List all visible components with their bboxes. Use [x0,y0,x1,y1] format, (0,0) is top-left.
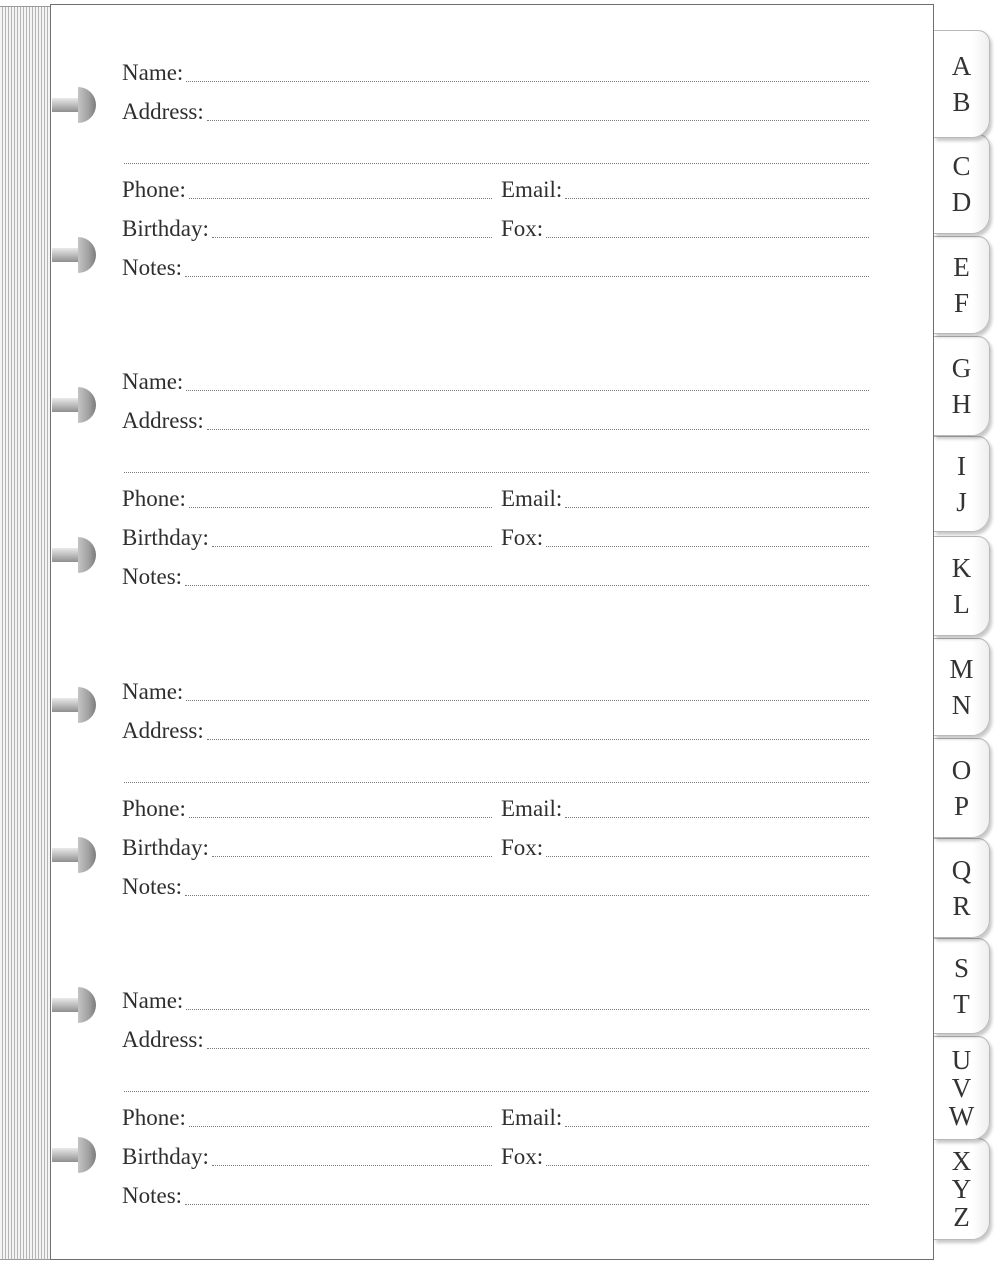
binder-ring-icon [52,534,100,576]
birthday-field-3-label: Birthday: [122,835,209,860]
name-field-2-label: Name: [122,369,184,394]
address-field-2[interactable] [122,403,869,433]
name-field-1-label: Name: [122,60,184,85]
email-field-4-line[interactable] [565,1126,869,1127]
email-field-2-line[interactable] [565,507,869,508]
address-field-1-line[interactable] [207,120,869,121]
tab-letter: K [951,553,972,583]
phone-field-3-line[interactable] [189,817,492,818]
tab-letter: J [956,487,967,517]
fox-field-1[interactable] [501,211,869,241]
email-field-4-label: Email: [501,1105,563,1130]
tab-mn[interactable] [934,638,990,736]
notes-field-1-label: Notes: [122,255,183,280]
tab-gh[interactable] [934,336,990,436]
birthday-field-1-line[interactable] [212,237,492,238]
email-field-1-line[interactable] [565,198,869,199]
fox-field-1-label: Fox: [501,216,544,241]
birthday-field-2[interactable] [122,520,492,550]
tab-letter: S [953,953,970,983]
email-field-3[interactable] [501,791,869,821]
fox-field-2[interactable] [501,520,869,550]
notes-field-4-line[interactable] [185,1204,869,1205]
phone-field-1-line[interactable] [189,198,492,199]
binder-ring-icon [52,234,100,276]
phone-field-2-label: Phone: [122,486,186,511]
address-field-4-line[interactable] [207,1048,869,1049]
email-field-1[interactable] [501,172,869,202]
address-field-4-label: Address: [122,1027,204,1052]
notes-field-2-line[interactable] [185,585,869,586]
notes-field-2[interactable] [122,559,869,589]
tab-letter: Z [953,1202,970,1232]
birthday-field-2-line[interactable] [212,546,492,547]
name-field-2[interactable] [122,364,869,394]
notes-field-1-line[interactable] [185,276,869,277]
tab-cd[interactable] [934,134,990,234]
address-field-3[interactable] [122,713,869,743]
phone-field-1-label: Phone: [122,177,186,202]
tab-letter: F [953,288,970,318]
notes-field-1[interactable] [122,250,869,280]
fox-field-4[interactable] [501,1139,869,1169]
phone-field-2[interactable] [122,481,492,511]
phone-field-4-label: Phone: [122,1105,186,1130]
tab-letter: M [949,654,974,684]
fox-field-2-label: Fox: [501,525,544,550]
notes-field-3-line[interactable] [185,895,869,896]
tab-letter: I [957,451,966,481]
tab-letter: H [951,389,972,419]
tab-letter: V [951,1073,972,1103]
email-field-3-label: Email: [501,796,563,821]
tab-letter: O [951,755,972,785]
tab-letter: X [951,1146,972,1176]
name-field-3-line[interactable] [186,700,869,701]
page-stack-edges [0,6,50,1260]
birthday-field-2-label: Birthday: [122,525,209,550]
name-field-1[interactable] [122,55,869,85]
tab-letter: A [951,51,972,81]
alphabet-tabs [930,6,998,1264]
address-field-3-line[interactable] [207,739,869,740]
tab-st[interactable] [934,938,990,1034]
binder-ring-icon [52,834,100,876]
phone-field-4[interactable] [122,1100,492,1130]
email-field-2-label: Email: [501,486,563,511]
birthday-field-1-label: Birthday: [122,216,209,241]
phone-field-1[interactable] [122,172,492,202]
phone-field-4-line[interactable] [189,1126,492,1127]
birthday-field-3-line[interactable] [212,856,492,857]
binder-ring-icon [52,1134,100,1176]
address-field-1[interactable] [122,94,869,124]
tab-letter: W [948,1101,975,1131]
name-field-3-label: Name: [122,679,184,704]
notes-field-3-label: Notes: [122,874,183,899]
tab-letter: B [952,87,971,117]
tab-letter: Q [951,855,972,885]
fox-field-3[interactable] [501,830,869,860]
fox-field-4-label: Fox: [501,1144,544,1169]
tab-ab[interactable] [934,30,990,138]
tab-letter: D [951,187,972,217]
tab-letter: Y [951,1174,972,1204]
notes-field-4[interactable] [122,1178,869,1208]
tab-letter: L [953,589,970,619]
address-extra-line-3[interactable] [124,782,869,783]
email-field-4[interactable] [501,1100,869,1130]
fox-field-4-line[interactable] [546,1165,869,1166]
email-field-2[interactable] [501,481,869,511]
tab-letter: P [953,791,970,821]
name-field-2-line[interactable] [186,390,869,391]
name-field-3[interactable] [122,674,869,704]
binder-ring-icon [52,684,100,726]
tab-op[interactable] [934,738,990,838]
tab-letter: U [951,1045,972,1075]
birthday-field-4-label: Birthday: [122,1144,209,1169]
address-field-2-line[interactable] [207,429,869,430]
name-field-1-line[interactable] [186,81,869,82]
phone-field-3-label: Phone: [122,796,186,821]
binder-ring-icon [52,984,100,1026]
birthday-field-3[interactable] [122,830,492,860]
notes-field-4-label: Notes: [122,1183,183,1208]
tab-letter: R [952,891,971,921]
address-extra-line-1[interactable] [124,163,869,164]
tab-letter: E [953,252,970,282]
tab-ij[interactable] [934,436,990,532]
address-field-4[interactable] [122,1022,869,1052]
notes-field-3[interactable] [122,869,869,899]
email-field-1-label: Email: [501,177,563,202]
address-field-1-label: Address: [122,99,204,124]
fox-field-1-line[interactable] [546,237,869,238]
email-field-3-line[interactable] [565,817,869,818]
phone-field-2-line[interactable] [189,507,492,508]
name-field-4-line[interactable] [186,1009,869,1010]
tab-letter: C [952,151,971,181]
fox-field-3-label: Fox: [501,835,544,860]
birthday-field-1[interactable] [122,211,492,241]
fox-field-3-line[interactable] [546,856,869,857]
phone-field-3[interactable] [122,791,492,821]
name-field-4-label: Name: [122,988,184,1013]
binder-ring-icon [52,384,100,426]
binder-ring-icon [52,84,100,126]
fox-field-2-line[interactable] [546,546,869,547]
address-extra-line-4[interactable] [124,1091,869,1092]
tab-uvw[interactable] [934,1036,990,1140]
tab-kl[interactable] [934,536,990,636]
tab-letter: T [953,989,970,1019]
birthday-field-4[interactable] [122,1139,492,1169]
tab-qr[interactable] [934,838,990,938]
name-field-4[interactable] [122,983,869,1013]
tab-ef[interactable] [934,236,990,334]
notes-field-2-label: Notes: [122,564,183,589]
tab-letter: N [951,690,972,720]
tab-xyz[interactable] [934,1138,990,1240]
tab-letter: G [951,353,972,383]
address-field-3-label: Address: [122,718,204,743]
address-extra-line-2[interactable] [124,472,869,473]
address-field-2-label: Address: [122,408,204,433]
birthday-field-4-line[interactable] [212,1165,492,1166]
